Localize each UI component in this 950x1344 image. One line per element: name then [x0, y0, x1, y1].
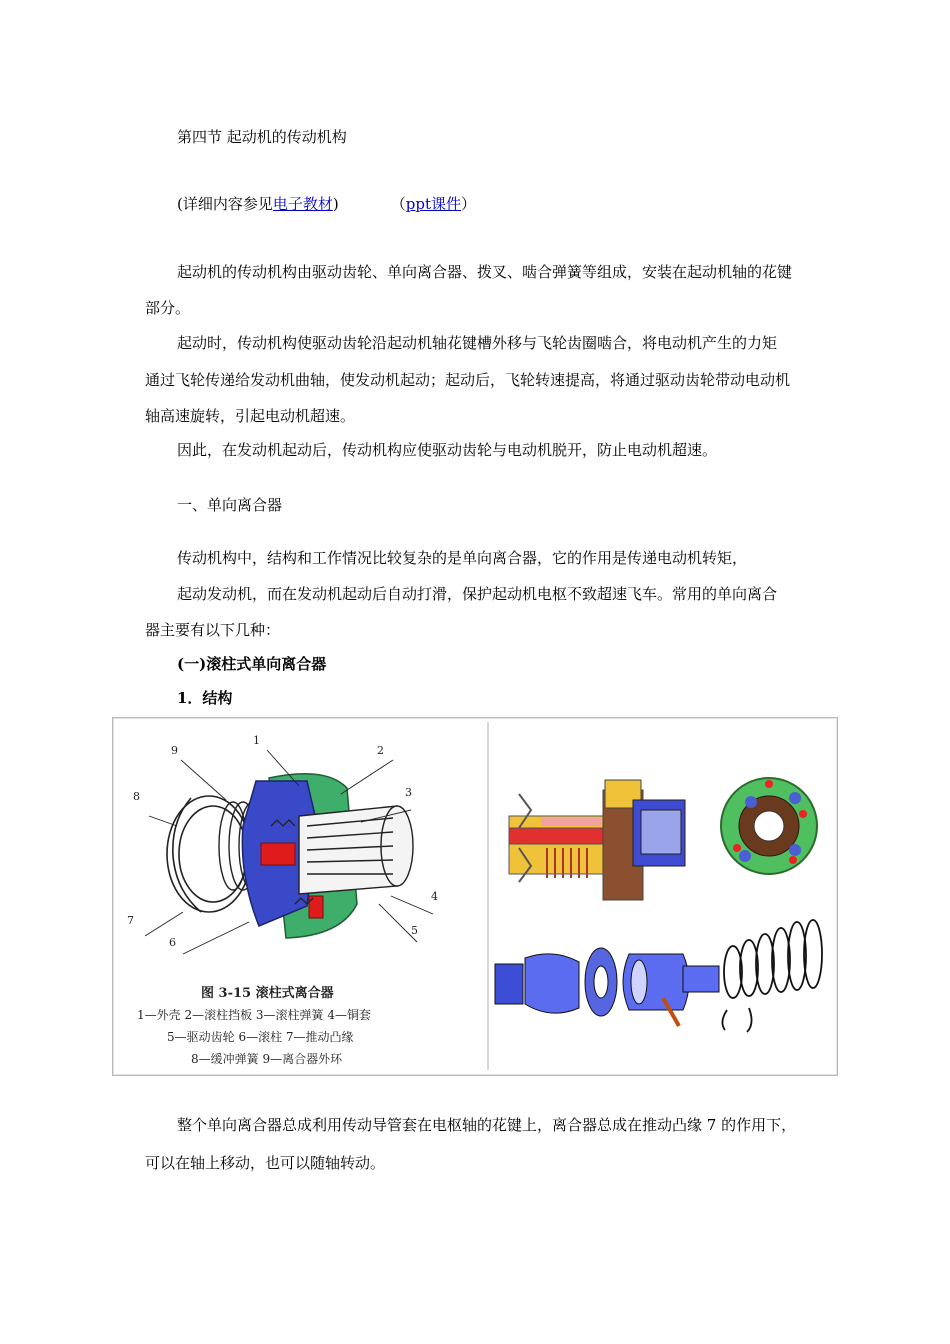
electronic-textbook-link[interactable]: 电子教材 [272, 195, 333, 213]
reference-prefix: (详细内容参见 [177, 195, 273, 213]
para4-line2: 起动发动机，而在发动机起动后自动打滑，保护起动机电枢不致超速飞车。常用的单向离合 [177, 585, 778, 603]
callout-7: 7 [127, 914, 134, 927]
para2-line3: 轴高速旋转，引起电动机超速。 [145, 407, 356, 425]
figure-legend-line3: 8—缓冲弹簧 9—离合器外环 [191, 1052, 343, 1066]
figure-legend-line1: 1—外壳 2—滚柱挡板 3—滚柱弹簧 4—铜套 [137, 1008, 371, 1022]
clutch-figure [112, 717, 838, 1076]
callout-3: 3 [405, 786, 412, 799]
figure-legend-line2: 5—驱动齿轮 6—滚柱 7—推动凸缘 [167, 1030, 354, 1044]
heading-structure: 1．结构 [177, 689, 233, 707]
para5-line2: 可以在轴上移动，也可以随轴转动。 [145, 1154, 386, 1172]
para1-line2: 部分。 [145, 299, 191, 317]
para3: 因此，在发动机起动后，传动机构应使驱动齿轮与电动机脱开，防止电动机超速。 [177, 441, 718, 459]
callout-9: 9 [171, 744, 178, 757]
ppt-open-paren: （ [390, 195, 406, 213]
para4-line3: 器主要有以下几种： [145, 621, 281, 639]
para2-line2: 通过飞轮传递给发动机曲轴，使发动机起动；起动后，飞轮转速提高，将通过驱动齿轮带动电动机 [145, 371, 791, 389]
callout-2: 2 [377, 744, 384, 757]
para4-line1: 传动机构中，结构和工作情况比较复杂的是单向离合器，它的作用是传递电动机转矩， [177, 549, 748, 567]
clutch-cutaway-and-exploded-view [493, 758, 833, 1038]
reference-suffix: ) [332, 195, 339, 213]
ppt-courseware-link[interactable]: ppt课件 [405, 195, 461, 213]
ppt-close-paren: ） [460, 195, 476, 213]
para2-line1: 起动时，传动机构使驱动齿轮沿起动机轴花键槽外移与飞轮齿圈啮合，将电动机产生的力矩 [177, 334, 778, 352]
reference-line [177, 194, 847, 214]
para1-line1: 起动机的传动机构由驱动齿轮、单向离合器、拨叉、啮合弹簧等组成，安装在起动机轴的花键 [177, 263, 793, 281]
callout-6: 6 [169, 936, 176, 949]
heading-roller-clutch: (一)滚柱式单向离合器 [177, 655, 327, 673]
figure-divider [487, 722, 489, 1070]
callout-1: 1 [253, 734, 260, 747]
callout-8: 8 [133, 790, 140, 803]
callout-4: 4 [431, 890, 438, 903]
figure-caption-title: 图 3-15 滚柱式离合器 [201, 986, 334, 1001]
callout-5: 5 [411, 924, 418, 937]
section-title: 第四节 起动机的传动机构 [177, 128, 347, 146]
para5-line1: 整个单向离合器总成利用传动导管套在电枢轴的花键上，离合器总成在推动凸缘 7 的作用下， [177, 1116, 797, 1134]
heading-one-way-clutch: 一、单向离合器 [177, 496, 283, 514]
